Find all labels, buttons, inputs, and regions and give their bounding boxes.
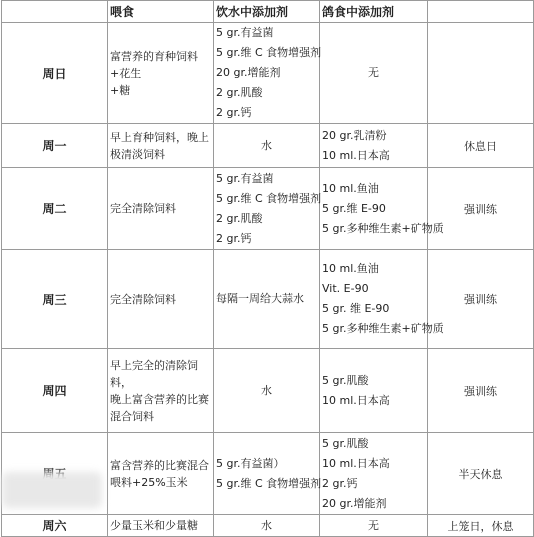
feed-cell-line: 富含营养的比赛混合喂料+25%玉米: [110, 458, 209, 489]
feed-cell-line: 富营养的育种饲料: [110, 49, 198, 63]
note-cell: 强训练: [428, 250, 534, 349]
header-row: [2, 1, 534, 23]
feeding-schedule-table: [1, 0, 534, 537]
water-cell-line: 水: [261, 138, 272, 152]
feed-cell-line: 早上完全的清除饲料，: [110, 358, 198, 389]
day-cell: 周四: [2, 349, 108, 433]
food-cell-line: 10 ml.鱼油: [322, 262, 379, 275]
food-cell-line: 5 gr.多种维生素+矿物质: [322, 221, 444, 235]
water-cell-line: 5 gr.有益菌: [216, 26, 274, 39]
day-cell: 周二: [2, 168, 108, 250]
water-cell-line: 5 gr.维 C 食物增强剂: [216, 191, 322, 205]
food-cell-line: 5 gr.肌酸: [322, 373, 369, 387]
food-cell-line: 10 ml.日本高: [322, 456, 390, 470]
feed-cell: [108, 433, 214, 515]
table-row: [2, 23, 534, 124]
header-food-additives: 鸽食中添加剂: [320, 1, 428, 23]
header-water-additives: 饮水中添加剂: [214, 1, 320, 23]
water-cell-line: 2 gr.肌酸: [216, 211, 263, 225]
feed-cell-line: +花生: [110, 66, 142, 80]
feed-cell-line: 完全清除饲料: [110, 202, 176, 215]
food-cell-line: 无: [368, 518, 379, 532]
food-cell-line: 5 gr.多种维生素+矿物质: [322, 322, 444, 335]
note-cell: 强训练: [428, 349, 534, 433]
feed-cell: [108, 515, 214, 537]
water-cell-line: 5 gr.维 C 食物增强剂: [216, 476, 322, 490]
table-row: [2, 515, 534, 537]
water-cell-line: 每隔一周给大蒜水: [216, 292, 304, 305]
food-cell-line: 无: [368, 66, 379, 79]
food-cell-line: 20 gr.增能剂: [322, 496, 387, 510]
water-cell-line: 水: [261, 383, 272, 397]
food-cell-line: 10 ml.日本高: [322, 148, 390, 162]
food-cell: [320, 23, 428, 124]
food-cell: [320, 168, 444, 250]
note-cell: [428, 23, 534, 124]
note-cell: 半天休息: [428, 433, 534, 515]
note-cell: 休息日: [428, 124, 534, 168]
water-cell: [214, 23, 320, 124]
water-cell: [214, 250, 320, 349]
food-cell-line: 5 gr. 维 E-90: [322, 302, 390, 315]
food-cell: [320, 433, 428, 515]
feed-cell-line: +糖: [110, 83, 131, 97]
water-cell: [214, 433, 320, 515]
feed-cell-line: 晚上富含营养的比赛混合饲料: [110, 392, 209, 423]
blurred-watermark: [2, 472, 102, 508]
feed-cell: [108, 23, 214, 124]
day-cell: 周三: [2, 250, 108, 349]
table-row: [2, 250, 534, 349]
feed-cell: [108, 124, 214, 168]
food-cell-line: 5 gr.肌酸: [322, 436, 369, 450]
header-day: [2, 1, 108, 23]
feed-cell: [108, 168, 214, 250]
water-cell-line: 5 gr.有益菌: [216, 171, 274, 185]
note-cell: 上笼日，休息: [428, 515, 534, 537]
water-cell-line: 2 gr.肌酸: [216, 86, 263, 99]
water-cell-line: 2 gr.钙: [216, 106, 252, 119]
food-cell-line: 10 ml.鱼油: [322, 181, 379, 195]
header-note: [428, 1, 534, 23]
food-cell: [320, 124, 428, 168]
water-cell: [214, 515, 320, 537]
feed-cell: [108, 349, 214, 433]
feed-cell: [108, 250, 214, 349]
table-row: [2, 168, 534, 250]
table-row: [2, 349, 534, 433]
food-cell-line: Vit. E-90: [322, 282, 369, 295]
water-cell-line: 2 gr.钙: [216, 231, 252, 245]
header-feed: 喂食: [108, 1, 214, 23]
feed-cell-line: 少量玉米和少量糖: [110, 519, 198, 532]
feed-cell-line: 完全清除饲料: [110, 292, 176, 306]
water-cell-line: 5 gr.有益菌）: [216, 456, 285, 470]
food-cell-line: 5 gr.维 E-90: [322, 201, 386, 215]
table-row: [2, 124, 534, 168]
day-cell: 周一: [2, 124, 108, 168]
food-cell: [320, 349, 428, 433]
food-cell: [320, 250, 444, 349]
water-cell: [214, 124, 320, 168]
day-cell: 周日: [2, 23, 108, 124]
water-cell-line: 20 gr.增能剂: [216, 66, 281, 79]
food-cell: [320, 515, 428, 537]
food-cell-line: 10 ml.日本高: [322, 393, 390, 407]
note-cell: 强训练: [428, 168, 534, 250]
food-cell-line: 20 gr.乳清粉: [322, 128, 387, 142]
water-cell-line: 5 gr.维 C 食物增强剂: [216, 46, 322, 59]
food-cell-line: 2 gr.钙: [322, 476, 358, 490]
water-cell: [214, 349, 320, 433]
water-cell: [214, 168, 320, 250]
day-cell: 周六: [2, 515, 108, 537]
water-cell-line: 水: [261, 518, 272, 532]
feed-cell-line: 早上育种饲料，晚上极清淡饲料: [110, 130, 209, 161]
